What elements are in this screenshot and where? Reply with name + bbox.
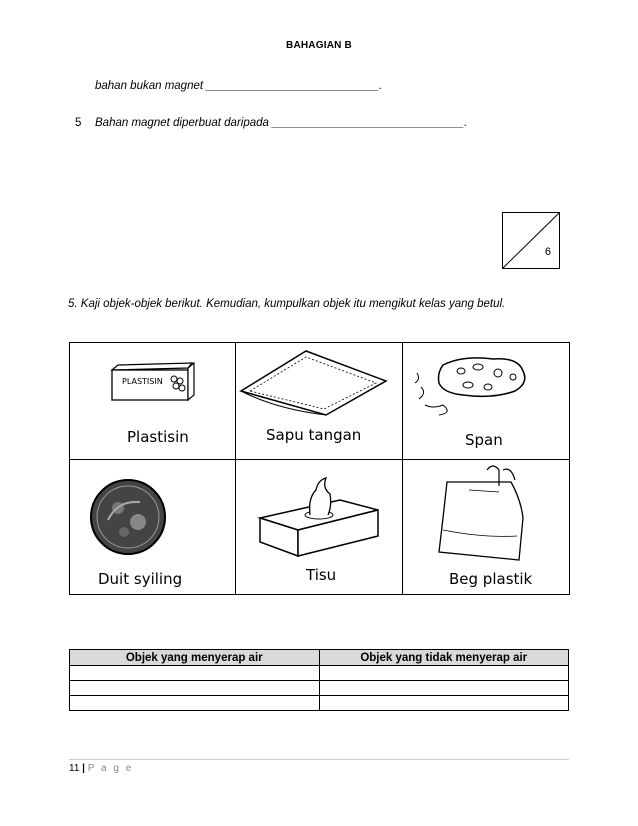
- label-plastisin: Plastisin: [127, 428, 189, 446]
- header-tidak-menyerap-air: Objek yang tidak menyerap air: [319, 650, 569, 666]
- page-word: P a g e: [87, 763, 134, 774]
- label-sapu-tangan: Sapu tangan: [266, 426, 362, 444]
- label-beg-plastik: Beg plastik: [449, 570, 533, 588]
- cell-sapu-tangan: [236, 343, 403, 460]
- plastisin-box-text: PLASTISIN: [122, 377, 163, 386]
- question-line-2: Bahan magnet diperbuat daripada ______________________________.: [95, 117, 468, 129]
- header-menyerap-air: Objek yang menyerap air: [70, 650, 320, 666]
- table-row: [70, 681, 569, 696]
- objects-grid: [69, 342, 570, 595]
- answer-cell[interactable]: [70, 696, 320, 711]
- cell-tisu: [236, 460, 403, 594]
- answer-cell[interactable]: [319, 666, 569, 681]
- question-line-1: bahan bukan magnet ___________________________.: [95, 80, 383, 92]
- answer-table: [69, 649, 569, 711]
- cell-plastisin: [70, 343, 236, 460]
- table-row: [70, 696, 569, 711]
- cell-beg-plastik: [403, 460, 569, 594]
- page-footer: [69, 763, 133, 774]
- footer-rule: [69, 759, 569, 760]
- score-diagonal: [503, 213, 559, 268]
- cell-duit-syiling: [70, 460, 236, 594]
- answer-cell[interactable]: [319, 696, 569, 711]
- table-row: [70, 666, 569, 681]
- label-duit-syiling: Duit syiling: [98, 570, 183, 588]
- score-value: 6: [544, 246, 551, 258]
- label-tisu: Tisu: [306, 566, 337, 584]
- label-span: Span: [465, 431, 503, 449]
- footer-separator: |: [82, 763, 85, 774]
- answer-cell[interactable]: [70, 681, 320, 696]
- cell-span: [403, 343, 569, 460]
- question-number-5: 5: [75, 117, 82, 129]
- section-header: BAHAGIAN B: [286, 40, 352, 51]
- score-box: [502, 212, 560, 269]
- answer-cell[interactable]: [70, 666, 320, 681]
- page-number: 11: [69, 763, 80, 774]
- answer-cell[interactable]: [319, 681, 569, 696]
- question-5-instruction: 5. Kaji objek-objek berikut. Kemudian, kumpulkan objek itu mengikut kelas yang betul.: [68, 298, 506, 310]
